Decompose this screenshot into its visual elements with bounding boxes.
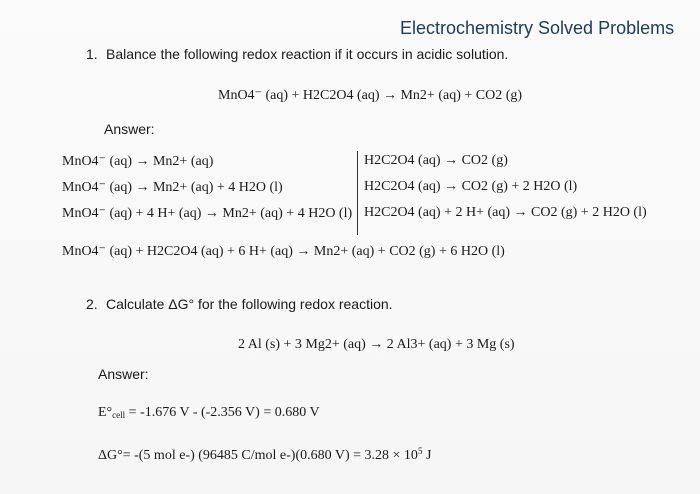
delta-g-calculation: [98, 446, 431, 464]
ecell-value: = -1.676 V - (-2.356 V) = 0.680 V: [125, 405, 320, 420]
problem-1-reaction-text: MnO4⁻ (aq) + H2C2O4 (aq) → Mn2+ (aq) + CO2 (g): [218, 88, 523, 103]
problem-1-question: [86, 46, 508, 62]
half-reaction-left-step-3: MnO4⁻ (aq) + 4 H+ (aq) → Mn2+ (aq) + 4 H2O (l): [62, 206, 353, 221]
problem-1-final-equation: MnO4⁻ (aq) + H2C2O4 (aq) + 6 H+ (aq) → Mn2+ (aq) + CO2 (g) + 6 H2O (l): [62, 244, 505, 259]
problem-2-text: Calculate ΔG° for the following redox reaction.: [106, 296, 393, 312]
half-reaction-left-step-2: MnO4⁻ (aq) → Mn2+ (aq) + 4 H2O (l): [62, 180, 283, 195]
ecell-calculation: [98, 405, 320, 421]
delta-g-exponent: 5: [417, 446, 423, 456]
problem-2-question: [86, 296, 393, 312]
half-reaction-right-step-2: H2C2O4 (aq) → CO2 (g) + 2 H2O (l): [364, 179, 578, 194]
column-divider: [357, 151, 358, 235]
half-reaction-right-step-1: H2C2O4 (aq) → CO2 (g): [364, 153, 508, 168]
delta-g-unit: J: [422, 448, 432, 463]
problem-1-answer-label: Answer:: [104, 121, 155, 137]
problem-2-answer-label: Answer:: [98, 366, 149, 382]
ecell-symbol: E°: [98, 405, 113, 420]
delta-g-text: ΔG°= -(5 mol e-) (96485 C/mol e-)(0.680 V) = 3.28 × 10: [98, 448, 418, 463]
problem-2-number: 2.: [86, 296, 98, 312]
problem-1-number: 1.: [86, 46, 98, 62]
half-reaction-right-step-3: H2C2O4 (aq) + 2 H+ (aq) → CO2 (g) + 2 H2O (l): [364, 205, 647, 220]
ecell-subscript: cell: [112, 410, 126, 420]
problem-2-reaction: 2 Al (s) + 3 Mg2+ (aq) → 2 Al3+ (aq) + 3 Mg (s): [238, 337, 515, 352]
page-title: Electrochemistry Solved Problems: [400, 18, 675, 38]
half-reaction-left-step-1: MnO4⁻ (aq) → Mn2+ (aq): [62, 154, 214, 169]
problem-1-reaction: [218, 87, 522, 104]
problem-1-text: Balance the following redox reaction if it occurs in acidic solution.: [106, 46, 509, 62]
